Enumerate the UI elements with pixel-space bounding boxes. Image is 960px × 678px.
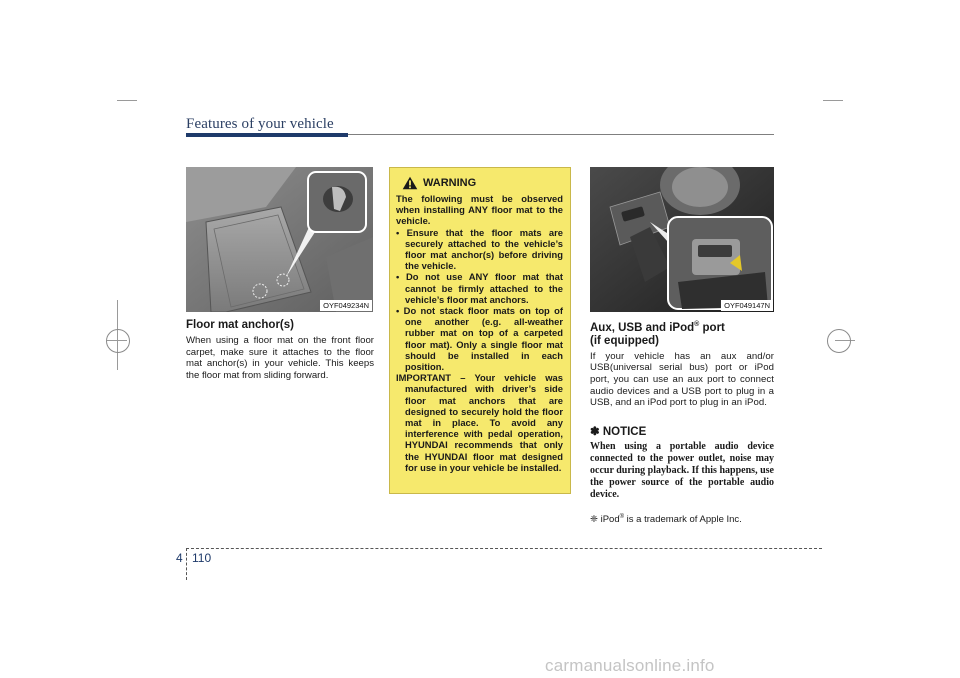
notice-title: ✽ NOTICE xyxy=(590,425,647,438)
left-column xyxy=(186,319,374,381)
image-caption: OYF049234N xyxy=(320,300,372,311)
warning-title: WARNING xyxy=(423,177,477,189)
section-number: 4 xyxy=(176,551,183,565)
warning-list xyxy=(396,227,563,373)
section-title: Features of your vehicle xyxy=(186,116,334,132)
floor-mat-heading: Floor mat anchor(s) xyxy=(186,319,294,331)
notice-text: When using a portable audio device connected to the power outlet, noise may occur during playback. If this happens, use the power source of the portable audio device. xyxy=(590,440,774,500)
floor-mat-body: When using a floor mat on the front floor carpet, make sure it attaches to the floor mat anchor(s) in your vehicle. This keeps the floor mat from sliding forward. xyxy=(186,335,374,381)
footer-divider xyxy=(186,548,187,580)
right-column xyxy=(590,318,774,525)
floor-mat-anchor-photo xyxy=(186,167,373,312)
console-illustration xyxy=(590,167,774,312)
footer-rule xyxy=(186,548,822,549)
warning-header xyxy=(396,176,563,190)
crop-mark xyxy=(823,100,843,101)
watermark: carmanualsonline.info xyxy=(545,656,715,675)
registration-mark xyxy=(106,329,130,353)
aux-usb-port-photo xyxy=(590,167,774,312)
registration-mark xyxy=(827,329,851,353)
warning-important: IMPORTANT – Your vehicle was manufactured with driver’s side floor mat anchors that are designed to securely hold the floor mat in place. To avoid any interference with pedal operation, HYUNDAI recommends that only the HYUNDAI floor mat designed for use in your vehicle be installed. xyxy=(396,372,563,473)
aux-usb-heading: Aux, USB and iPod® port (if equipped) xyxy=(590,321,725,347)
floor-mat-illustration xyxy=(186,167,373,312)
header-bar xyxy=(186,133,348,137)
crop-mark xyxy=(117,100,137,101)
header-rule xyxy=(348,134,774,135)
page-number: 110 xyxy=(192,551,212,565)
warning-intro: The following must be observed when installing ANY floor mat to the vehicle. xyxy=(396,193,563,227)
warning-box xyxy=(389,167,571,494)
warning-item: • Do not stack floor mats on top of one another (e.g. all-weather rubber mat on top of a carpeted floor mat). Only a single floor mat should be installed in each position. xyxy=(396,305,563,372)
image-caption: OYF049147N xyxy=(721,300,773,311)
warning-item: • Ensure that the floor mats are securely attached to the vehicle’s floor mat anchor(s) before driving the vehicle. xyxy=(396,227,563,272)
warning-item: • Do not use ANY floor mat that cannot be firmly attached to the vehicle’s floor mat anchors. xyxy=(396,271,563,305)
aux-usb-body: If your vehicle has an aux and/or USB(universal serial bus) port or iPod port, you can use an aux port to connect audio devices and a USB port to plug in a USB, and an iPod port to plug in an iPod. xyxy=(590,350,774,409)
ipod-trademark-note: ❈ iPod® is a trademark of Apple Inc. xyxy=(590,513,742,525)
warning-triangle-icon xyxy=(402,176,418,190)
